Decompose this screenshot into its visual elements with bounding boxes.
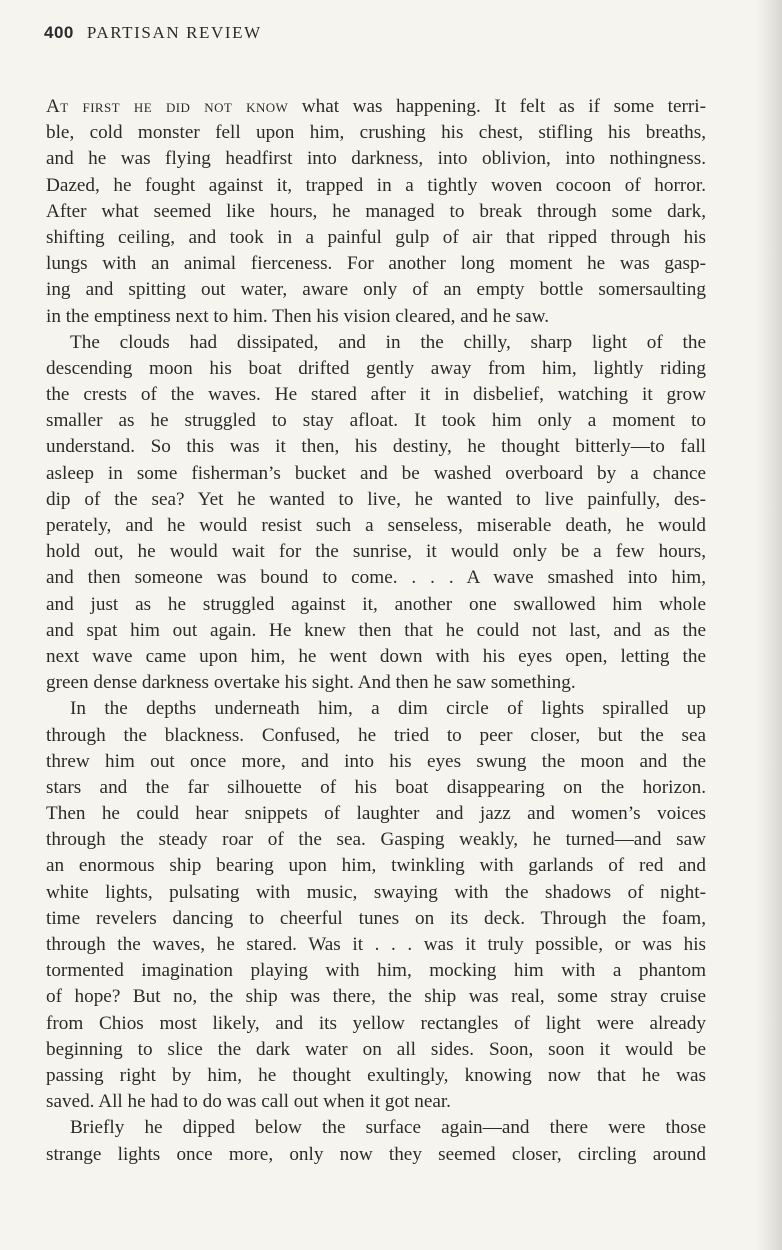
text-line: and spat him out again. He knew then that he could not last, and as the [46,619,706,641]
text-line: beginning to slice the dark water on all sides. Soon, soon it would be [46,1038,706,1060]
text-line: In the depths underneath him, a dim circle of lights spiralled up [70,698,706,720]
opening-smallcaps: At first he did not know [46,96,289,117]
text-line: threw him out once more, and into his eyes swung the moon and the [46,750,706,772]
text-line: The clouds had dissipated, and in the chilly, sharp light of the [70,331,706,353]
text-line: ing and spitting out water, aware only of an empty bottle somersaulting [46,279,706,301]
text-line: from Chios most likely, and its yellow rectangles of light were already [46,1012,706,1034]
text-line: perately, and he would resist such a senseless, miserable death, he would [46,515,706,536]
running-head [44,22,262,43]
text-line: green dense darkness overtake his sight. And then he saw something. [46,672,576,694]
text-line: an enormous ship bearing upon him, twinkling with garlands of red and [46,855,706,877]
text-line: Dazed, he fought against it, trapped in a tightly woven cocoon of horror. [46,174,706,196]
text-line: and then someone was bound to come. . . . A wave smashed into him, [46,567,706,589]
page-edge-shadow [756,0,782,1250]
text-line-rest: what was happening. It felt as if some terri- [288,96,706,117]
text-line: lungs with an animal fierceness. For another long moment he was gasp- [46,253,706,275]
text-line: through the blackness. Confused, he tried to peer closer, but the sea [46,724,706,746]
text-line: the crests of the waves. He stared after it in disbelief, watching it grow [46,384,706,406]
text-line: smaller as he struggled to stay afloat. It took him only a moment to [46,410,706,432]
text-line: tormented imagination playing with him, mocking him with a phantom [46,960,706,982]
text-line: hold out, he would wait for the sunrise, it would only be a few hours, [46,541,706,563]
text-line: through the steady roar of the sea. Gasping weakly, he turned—and saw [46,829,706,851]
text-line: white lights, pulsating with music, swaying with the shadows of night- [46,881,706,903]
text-line: strange lights once more, only now they seemed closer, circling around [46,1143,706,1165]
text-line: shifting ceiling, and took in a painful gulp of air that ripped through his [46,226,706,248]
text-line [46,94,706,120]
text-line: understand. So this was it then, his destiny, he thought bitterly—to fall [46,436,706,458]
text-line: and he was flying headfirst into darkness, into oblivion, into nothingness. [46,148,706,170]
text-line: Briefly he dipped below the surface again—and there were those [70,1117,706,1139]
text-line: asleep in some fisherman’s bucket and be washed overboard by a chance [46,462,706,484]
text-line: After what seemed like hours, he managed to break through some dark, [46,200,706,222]
page-number: 400 [44,23,74,42]
text-line: next wave came upon him, he went down with his eyes open, letting the [46,645,706,667]
text-line: ble, cold monster fell upon him, crushing his chest, stifling his breaths, [46,122,706,144]
text-line: passing right by him, he thought exultingly, knowing now that he was [46,1064,706,1086]
text-line: of hope? But no, the ship was there, the ship was real, some stray cruise [46,986,706,1008]
text-line: time revelers dancing to cheerful tunes on its deck. Through the foam, [46,907,706,929]
text-line: and just as he struggled against it, another one swallowed him whole [46,593,706,615]
text-line: in the emptiness next to him. Then his vision cleared, and he saw. [46,305,550,327]
text-line: descending moon his boat drifted gently away from him, lightly riding [46,357,706,379]
text-line: saved. All he had to do was call out when it got near. [46,1091,451,1113]
text-line: dip of the sea? Yet he wanted to live, he wanted to live painfully, des- [46,488,706,510]
story-text [46,94,706,1168]
text-line: through the waves, he stared. Was it . . . was it truly possible, or was his [46,934,706,955]
journal-title: PARTISAN REVIEW [86,23,262,42]
text-line: stars and the far silhouette of his boat disappearing on the horizon. [46,776,706,798]
text-line: Then he could hear snippets of laughter and jazz and women’s voices [46,803,706,825]
